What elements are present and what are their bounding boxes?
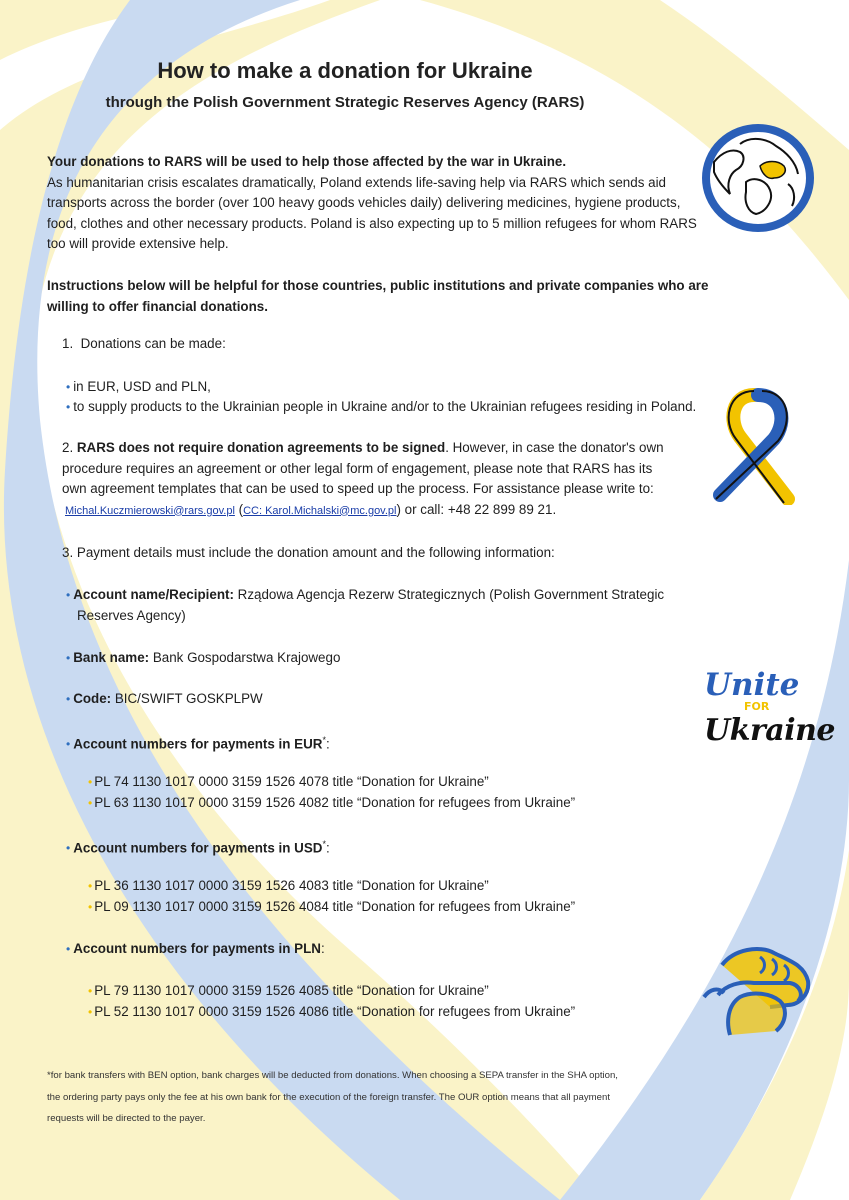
usd-label: Account numbers for payments in USD — [73, 840, 323, 856]
page-title: How to make a donation for Ukraine — [157, 58, 533, 83]
bullet-icon: • — [66, 692, 71, 706]
bullet-icon: • — [88, 1005, 93, 1019]
code-label: Code: — [73, 691, 112, 706]
list-item — [88, 981, 489, 1002]
recipient-label: Account name/Recipient: — [73, 587, 234, 602]
logo-line: FOR — [744, 700, 770, 713]
list-item — [88, 793, 575, 814]
account-number: PL 74 1130 1017 0000 3159 1526 4078 title “Donation for Ukraine” — [94, 774, 489, 789]
bullet-icon: • — [88, 984, 93, 998]
bullet-icon: • — [66, 380, 71, 394]
intro-line: As humanitarian crisis escalates dramatically, Poland extends life-saving help via RARS which sends aid — [47, 174, 666, 190]
account-number: PL 09 1130 1017 0000 3159 1526 4084 title “Donation for refugees from Ukraine” — [94, 899, 576, 914]
step-3: 3. Payment details must include the donation amount and the following information: — [62, 545, 555, 560]
recipient-value: Rządowa Agencja Rezerw Strategicznych (Polish Government Strategic — [233, 587, 665, 602]
step-1 — [62, 334, 226, 355]
bank-label: Bank name: — [73, 650, 150, 665]
page-subtitle: through the Polish Government Strategic Reserves Agency (RARS) — [105, 94, 585, 111]
bank-item — [66, 648, 340, 669]
pln-label: Account numbers for payments in PLN — [73, 941, 321, 956]
phone-text: ) or call: +48 22 899 89 21. — [396, 501, 557, 517]
bullet-icon: • — [88, 879, 93, 893]
handshake-icon — [700, 935, 820, 1045]
list-item — [88, 772, 489, 793]
instructions-line: Instructions below will be helpful for those countries, public institutions and private companies who are — [47, 278, 709, 293]
instructions-line: willing to offer financial donations. — [47, 298, 268, 314]
bullet-icon: • — [66, 651, 71, 665]
account-number: PL 79 1130 1017 0000 3159 1526 4085 title “Donation for Ukraine” — [94, 983, 489, 998]
bullet-icon: • — [66, 400, 71, 414]
step-2-contact — [62, 500, 702, 522]
step-2-line: own agreement templates that can be used to speed up the process. For assistance please write to: — [62, 481, 654, 496]
list-item — [66, 377, 211, 398]
unite-for-ukraine-logo — [704, 667, 835, 780]
step-2-text: . However, in case the donator's own — [445, 440, 664, 455]
colon: : — [325, 736, 330, 752]
step-number: 1. — [62, 336, 74, 351]
step-number: 2. — [62, 440, 77, 455]
paren-text: ( — [234, 501, 244, 517]
instructions-section — [47, 276, 717, 317]
pln-heading — [66, 939, 325, 960]
step-2-line — [62, 438, 702, 459]
account-number: PL 36 1130 1017 0000 3159 1526 4083 title “Donation for Ukraine” — [94, 878, 489, 893]
recipient-item — [66, 585, 686, 626]
bullet-icon: • — [88, 796, 93, 810]
footnote-line: the ordering party pays only the fee at his own bank for the execution of the foreign transfer. The OUR option means that all payment — [47, 1091, 610, 1103]
bullet-icon: • — [66, 737, 71, 752]
code-value: BIC/SWIFT GOSKPLPW — [111, 691, 263, 706]
step-text: Donations can be made: — [80, 336, 226, 351]
account-number: PL 52 1130 1017 0000 3159 1526 4086 title “Donation for refugees from Ukraine” — [94, 1004, 576, 1019]
logo-line: Unite — [704, 667, 800, 703]
email-link-cc[interactable]: CC: Karol.Michalski@mc.gov.pl — [243, 504, 397, 517]
list-item — [88, 876, 489, 897]
list-item — [88, 897, 575, 918]
step-2-bold: RARS does not require donation agreements to be signed — [76, 440, 446, 455]
bullet-icon: • — [66, 841, 71, 856]
bullet-icon: • — [88, 775, 93, 789]
list-item-text: to supply products to the Ukrainian people in Ukraine and/or to the Ukrainian refugees residing in Poland. — [73, 399, 697, 414]
colon: : — [320, 941, 325, 956]
ribbon-icon — [702, 385, 812, 505]
intro-section — [47, 152, 707, 255]
list-item-text: in EUR, USD and PLN, — [73, 379, 211, 394]
bank-value: Bank Gospodarstwa Krajowego — [149, 650, 341, 665]
intro-line: food, clothes and other necessary products. Poland is also expecting up to 5 million refugees for whom RARS — [47, 215, 697, 231]
step-2-line: procedure requires an agreement or other legal form of engagement, please note that RARS has its — [62, 460, 653, 476]
bullet-icon: • — [88, 900, 93, 914]
list-item — [88, 1002, 575, 1023]
bullet-icon: • — [66, 588, 71, 602]
asterisk: * — [322, 839, 326, 849]
footnote-line: requests will be directed to the payer. — [47, 1113, 206, 1124]
eur-label: Account numbers for payments in EUR — [73, 736, 323, 752]
recipient-value-cont: Reserves Agency) — [77, 607, 186, 623]
list-item — [66, 397, 696, 418]
bullet-icon: • — [66, 942, 71, 956]
step-2 — [62, 438, 702, 521]
footnote — [47, 1065, 707, 1130]
eur-heading — [66, 730, 330, 755]
logo-line: Ukraine — [704, 713, 835, 748]
account-number: PL 63 1130 1017 0000 3159 1526 4082 title “Donation for refugees from Ukraine” — [94, 795, 576, 810]
asterisk: * — [322, 735, 326, 745]
intro-lead: Your donations to RARS will be used to help those affected by the war in Ukraine. — [47, 154, 567, 169]
code-item — [66, 689, 263, 710]
intro-line: transports across the border (over 100 heavy goods vehicles daily) delivering medicines, hygiene products, — [47, 195, 681, 210]
colon: : — [325, 840, 330, 856]
globe-icon — [700, 122, 818, 234]
footnote-line: *for bank transfers with BEN option, bank charges will be deducted from donations. When choosing a SEPA transfer in the SHA option, — [47, 1070, 618, 1081]
email-link-primary[interactable]: Michal.Kuczmierowski@rars.gov.pl — [65, 504, 235, 517]
intro-line: too will provide extensive help. — [47, 236, 229, 251]
usd-heading — [66, 834, 330, 859]
